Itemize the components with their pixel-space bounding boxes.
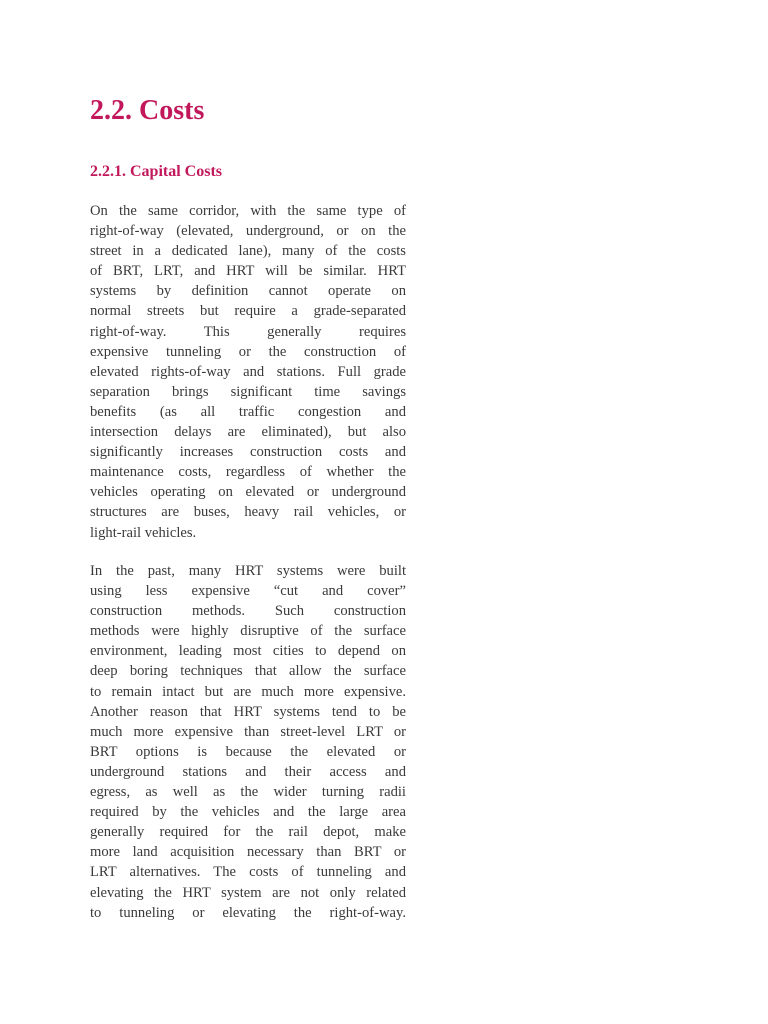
paragraph-line: maintenance costs, regardless of whether the	[90, 464, 406, 481]
paragraph-line: of BRT, LRT, and HRT will be similar. HRT	[90, 263, 406, 280]
paragraph-line: right-of-way. This generally requires	[90, 323, 406, 340]
paragraph-line: methods were highly disruptive of the surface	[90, 623, 406, 640]
paragraph-line: light-rail vehicles.	[90, 524, 197, 541]
paragraph-line: generally required for the rail depot, make	[90, 824, 406, 841]
paragraph-line: significantly increases construction costs and	[90, 444, 406, 461]
paragraph-line: deep boring techniques that allow the surface	[90, 663, 406, 680]
paragraph-line: benefits (as all traffic congestion and	[90, 403, 406, 420]
paragraph-line: using less expensive “cut and cover”	[90, 583, 406, 600]
paragraph-line: more land acquisition necessary than BRT or	[90, 844, 406, 861]
paragraph-line: Another reason that HRT systems tend to be	[90, 703, 406, 720]
paragraph-line: BRT options is because the elevated or	[90, 743, 406, 760]
paragraph-line: right-of-way (elevated, underground, or on the	[90, 223, 406, 240]
paragraph-line: much more expensive than street-level LRT or	[90, 723, 406, 740]
paragraph-line: separation brings significant time savings	[90, 383, 406, 400]
paragraph-line: elevating the HRT system are not only related	[90, 884, 406, 901]
paragraph-line: construction methods. Such construction	[90, 603, 406, 620]
paragraph-line: vehicles operating on elevated or underground	[90, 484, 406, 501]
paragraph-line: intersection delays are eliminated), but also	[90, 424, 406, 441]
paragraph-1	[90, 201, 406, 543]
paragraph-line: In the past, many HRT systems were built	[90, 563, 406, 579]
paragraph-line: underground stations and their access and	[90, 763, 406, 780]
section-title: 2.2. Costs	[90, 95, 205, 126]
paragraph-line: to tunneling or elevating the right-of-way.	[90, 904, 406, 921]
paragraph-line: normal streets but require a grade-separated	[90, 303, 406, 320]
subsection-title: 2.2.1. Capital Costs	[90, 163, 223, 180]
paragraph-line: On the same corridor, with the same type of	[90, 203, 406, 219]
paragraph-line: required by the vehicles and the large area	[90, 804, 406, 821]
paragraph-line: environment, leading most cities to depend on	[90, 643, 406, 660]
paragraph-line: egress, as well as the wider turning radii	[90, 784, 406, 801]
paragraph-line: street in a dedicated lane), many of the costs	[90, 243, 406, 260]
paragraph-line: LRT alternatives. The costs of tunneling and	[90, 864, 406, 881]
paragraph-line: to remain intact but are much more expensive.	[90, 683, 406, 700]
paragraph-line: expensive tunneling or the construction of	[90, 343, 406, 360]
paragraph-line: structures are buses, heavy rail vehicles, or	[90, 504, 406, 521]
paragraph-line: systems by definition cannot operate on	[90, 283, 406, 300]
paragraph-2	[90, 561, 406, 923]
paragraph-line: elevated rights-of-way and stations. Full grade	[90, 363, 406, 380]
